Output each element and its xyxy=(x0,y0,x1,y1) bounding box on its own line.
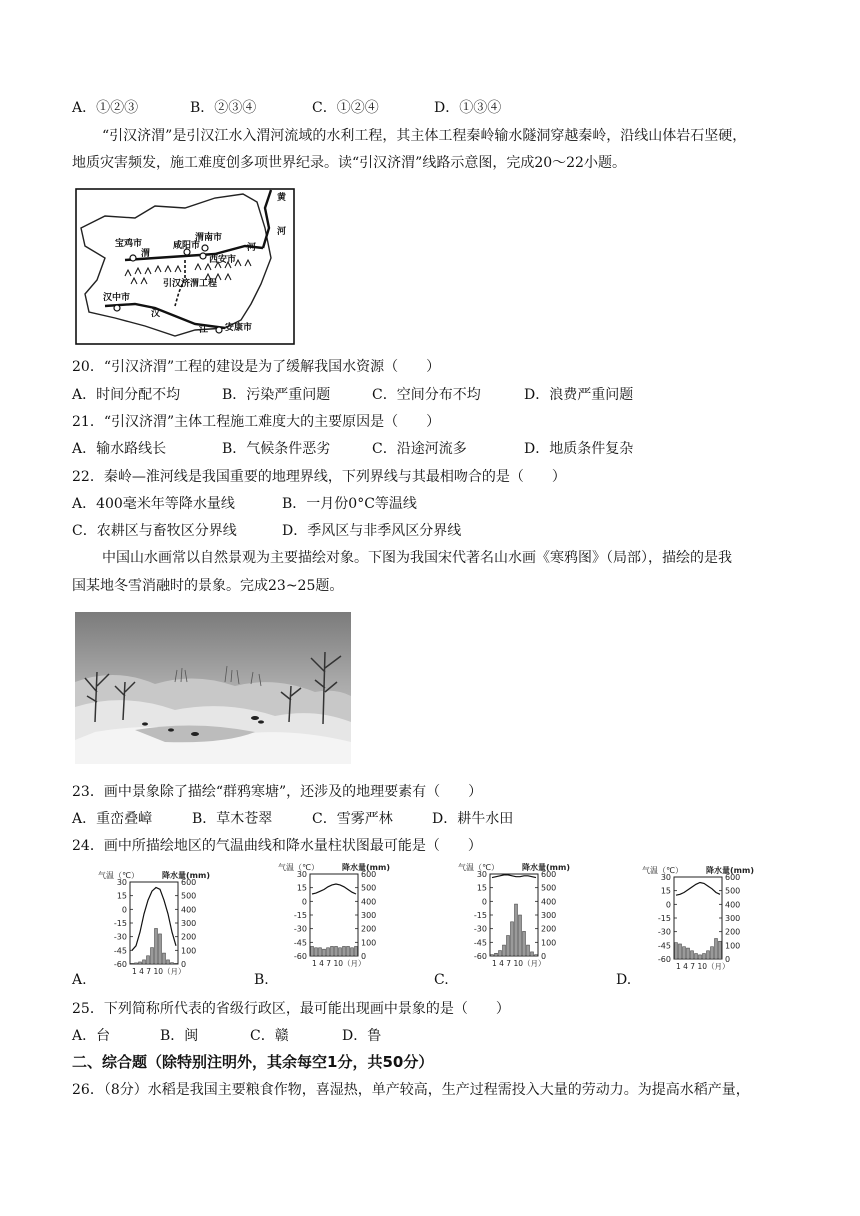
intro-23-25-line1: 中国山水画常以自然景观为主要描绘对象。下图为我国宋代著名山水画《寒鸦图》（局部），描绘的是我 xyxy=(102,550,732,566)
q20-option-d: D．浪费严重问题 xyxy=(524,387,634,403)
precip-bar xyxy=(707,951,710,959)
month-axis-label: 1 4 7 10（月） xyxy=(132,967,186,976)
intro-20-22-line1: “引汉济渭”是引汉江水入渭河流域的水利工程，其主体工程秦岭输水隧洞穿越秦岭，沿线山体岩石坚硬， xyxy=(102,128,747,144)
precip-bar xyxy=(339,948,342,956)
precip-tick-label: 400 xyxy=(181,905,197,915)
map-label-jiang: 江 xyxy=(199,325,209,335)
q22-option-a: A．400毫米年等降水量线 xyxy=(72,496,235,512)
precip-bar xyxy=(687,948,690,959)
temp-tick-label: -60 xyxy=(657,955,671,964)
precip-bar xyxy=(507,936,510,957)
climate-letter-d: D. xyxy=(616,972,632,988)
precip-axis-title: 降水量(mm) xyxy=(706,866,754,875)
temperature-line xyxy=(312,884,356,894)
precip-axis-title: 降水量(mm) xyxy=(522,863,570,872)
plot-frame xyxy=(130,882,178,964)
precip-bar xyxy=(347,946,350,956)
q23-stem: 23．画中景象除了描绘“群鸦寒塘”，还涉及的地理要素有（ ） xyxy=(72,784,483,800)
map-label-xianyang: 咸阳市 xyxy=(173,241,201,251)
temp-tick-label: 0 xyxy=(481,897,487,907)
precip-tick-label: 0 xyxy=(181,960,187,969)
precip-tick-label: 200 xyxy=(361,924,377,934)
q25-option-b: B．闽 xyxy=(160,1028,199,1044)
temp-tick-label: 15 xyxy=(116,891,127,901)
q21-option-c: C．沿途河流多 xyxy=(372,441,467,457)
q25-option-c: C．赣 xyxy=(250,1028,289,1044)
temp-tick-label: -45 xyxy=(293,938,307,948)
precip-tick-label: 0 xyxy=(361,952,367,961)
precip-bar xyxy=(675,943,678,959)
precip-tick-label: 500 xyxy=(181,891,197,901)
precip-tick-label: 0 xyxy=(541,952,547,961)
temp-tick-label: -60 xyxy=(473,952,487,961)
temp-axis-title: 气温（℃） xyxy=(278,863,319,872)
q23-option-a: A．重峦叠嶂 xyxy=(72,811,153,827)
precip-bar xyxy=(535,955,538,956)
precip-bar xyxy=(315,948,318,956)
precip-bar xyxy=(523,931,526,956)
climate-chart-a xyxy=(96,868,246,984)
temp-tick-label: -15 xyxy=(657,914,671,923)
map-label-project: 引汉济渭工程 xyxy=(163,279,218,289)
precip-tick-label: 300 xyxy=(181,919,197,928)
precip-bar xyxy=(703,954,706,959)
precip-bar xyxy=(167,960,170,964)
section2-heading: 二、综合题（除特别注明外，其余每空1分，共50分） xyxy=(72,1053,434,1071)
temp-axis-title: 气温（℃） xyxy=(642,866,683,875)
precip-tick-label: 200 xyxy=(725,927,741,937)
precip-bar xyxy=(151,948,154,964)
q19-option-c: C．①②④ xyxy=(312,100,379,116)
precip-tick-label: 300 xyxy=(725,914,741,923)
temperature-line xyxy=(676,883,720,896)
temp-tick-label: -30 xyxy=(473,924,487,934)
temp-tick-label: 15 xyxy=(476,883,487,893)
precip-bar xyxy=(343,946,346,956)
precip-tick-label: 600 xyxy=(181,878,197,887)
precip-bar xyxy=(147,956,150,964)
climate-chart-c xyxy=(456,860,606,976)
temp-tick-label: 30 xyxy=(476,870,487,879)
temp-axis-title: 气温（℃） xyxy=(98,871,139,880)
precip-tick-label: 100 xyxy=(541,938,557,948)
map-label-hanzhong: 汉中市 xyxy=(103,293,131,303)
temp-tick-label: -60 xyxy=(293,952,307,961)
temperature-line xyxy=(132,888,176,951)
temp-tick-label: 0 xyxy=(121,905,127,915)
precip-tick-label: 600 xyxy=(725,873,741,882)
temp-tick-label: -30 xyxy=(113,932,127,942)
temp-tick-label: 30 xyxy=(660,873,671,882)
precip-bar xyxy=(171,963,174,964)
precip-axis-title: 降水量(mm) xyxy=(162,871,210,880)
precip-tick-label: 500 xyxy=(725,886,741,896)
q22-option-b: B．一月份0°C等温线 xyxy=(282,496,417,512)
precip-bar xyxy=(499,951,502,956)
temp-tick-label: 15 xyxy=(660,886,671,896)
precip-bar xyxy=(351,948,354,956)
precip-tick-label: 400 xyxy=(541,897,557,907)
precip-bar xyxy=(491,955,494,956)
q24-stem: 24．画中所描绘地区的气温曲线和降水量柱状图最可能是（ ） xyxy=(72,838,482,854)
precip-bar xyxy=(715,939,718,960)
precip-tick-label: 100 xyxy=(361,938,377,948)
q19-option-a: A．①②③ xyxy=(72,100,139,116)
precip-bar xyxy=(155,928,158,964)
precip-bar xyxy=(135,963,138,964)
climate-chart-b xyxy=(276,860,426,976)
precip-bar xyxy=(139,962,142,964)
q22-option-c: C．农耕区与畜牧区分界线 xyxy=(72,523,237,539)
month-axis-label: 1 4 7 10（月） xyxy=(312,959,366,968)
precip-bar xyxy=(699,955,702,959)
precip-bar xyxy=(163,953,166,964)
hanya-painting-image xyxy=(75,612,351,764)
q21-option-b: B．气候条件恶劣 xyxy=(222,441,331,457)
precip-tick-label: 300 xyxy=(541,911,557,920)
map-label-huang: 黄 xyxy=(277,193,287,203)
precip-bar xyxy=(527,945,530,956)
yinhanjiwei-route-map xyxy=(75,188,295,345)
precip-bar xyxy=(495,953,498,956)
temp-tick-label: 15 xyxy=(296,883,307,893)
q21-option-a: A．输水路线长 xyxy=(72,441,167,457)
precip-tick-label: 100 xyxy=(725,941,741,951)
intro-23-25-line2: 国某地冬雪消融时的景象。完成23~25题。 xyxy=(72,578,344,594)
precip-bar xyxy=(327,948,330,956)
q19-option-b: B．②③④ xyxy=(190,100,257,116)
q25-option-d: D．鲁 xyxy=(342,1028,382,1044)
climate-letter-a: A. xyxy=(72,972,87,988)
precip-bar xyxy=(175,963,178,964)
q25-stem: 25．下列简称所代表的省级行政区，最可能出现画中景象的是（ ） xyxy=(72,1001,510,1017)
precip-bar xyxy=(683,947,686,959)
q19-option-d: D．①③④ xyxy=(434,100,502,116)
temperature-line xyxy=(492,875,536,878)
map-label-xian: 西安市 xyxy=(209,255,237,265)
precip-bar xyxy=(515,904,518,956)
precip-bar xyxy=(531,952,534,956)
precip-bar xyxy=(691,951,694,959)
plot-frame xyxy=(310,874,358,956)
precip-tick-label: 600 xyxy=(541,870,557,879)
precip-bar xyxy=(503,945,506,956)
precip-bar xyxy=(335,946,338,956)
precip-tick-label: 100 xyxy=(181,946,197,956)
map-label-he: 河 xyxy=(277,227,287,237)
q20-stem: 20．“引汉济渭”工程的建设是为了缓解我国水资源（ ） xyxy=(72,359,441,375)
temp-tick-label: -45 xyxy=(657,941,671,951)
precip-tick-label: 0 xyxy=(725,955,731,964)
temp-tick-label: 30 xyxy=(116,878,127,887)
precip-bar xyxy=(679,944,682,959)
temp-tick-label: 0 xyxy=(665,900,671,910)
q20-option-a: A．时间分配不均 xyxy=(72,387,181,403)
q21-stem: 21．“引汉济渭”主体工程施工难度大的主要原因是（ ） xyxy=(72,414,441,430)
temp-tick-label: -30 xyxy=(657,927,671,937)
month-axis-label: 1 4 7 10（月） xyxy=(492,959,546,968)
q25-option-a: A．台 xyxy=(72,1028,111,1044)
temp-tick-label: -60 xyxy=(113,960,127,969)
precip-bar xyxy=(719,941,722,959)
precip-tick-label: 200 xyxy=(541,924,557,934)
climate-letter-b: B. xyxy=(254,972,269,988)
q20-option-b: B．污染严重问题 xyxy=(222,387,331,403)
climate-chart-d xyxy=(640,863,790,979)
map-label-ankang: 安康市 xyxy=(225,323,253,333)
q26-text: 26．（8分）水稻是我国主要粮食作物，喜湿热，单产较高，生产过程需投入大量的劳动力。为提高水稻产量， xyxy=(72,1082,750,1098)
temp-tick-label: -15 xyxy=(113,919,127,928)
precip-bar xyxy=(511,922,514,956)
precip-bar xyxy=(355,946,358,956)
q23-option-d: D．耕牛水田 xyxy=(432,811,514,827)
q21-option-d: D．地质条件复杂 xyxy=(524,441,634,457)
precip-tick-label: 500 xyxy=(541,883,557,893)
precip-axis-title: 降水量(mm) xyxy=(342,863,390,872)
temp-tick-label: 30 xyxy=(296,870,307,879)
q23-option-b: B．草木苍翠 xyxy=(192,811,273,827)
precip-bar xyxy=(131,963,134,964)
map-label-wei: 渭 xyxy=(141,249,151,259)
q20-option-c: C．空间分布不均 xyxy=(372,387,481,403)
temp-tick-label: -45 xyxy=(113,946,127,956)
precip-bar xyxy=(519,915,522,956)
intro-20-22-line2: 地质灾害频发，施工难度创多项世界纪录。读“引汉济渭”线路示意图，完成20～22小题。 xyxy=(72,155,626,171)
q23-option-c: C．雪雾严林 xyxy=(312,811,393,827)
precip-bar xyxy=(159,934,162,964)
map-label-he2: 河 xyxy=(247,243,257,253)
map-label-weinan: 渭南市 xyxy=(195,233,223,243)
month-axis-label: 1 4 7 10（月） xyxy=(676,962,730,971)
q22-stem: 22．秦岭—淮河线是我国重要的地理界线，下列界线与其最相吻合的是（ ） xyxy=(72,469,566,485)
precip-bar xyxy=(311,946,314,956)
precip-bar xyxy=(711,947,714,959)
precip-tick-label: 600 xyxy=(361,870,377,879)
temp-axis-title: 气温（℃） xyxy=(458,863,499,872)
precip-bar xyxy=(319,948,322,956)
temp-tick-label: 0 xyxy=(301,897,307,907)
q22-option-d: D．季风区与非季风区分界线 xyxy=(282,523,462,539)
precip-tick-label: 200 xyxy=(181,932,197,942)
precip-bar xyxy=(323,949,326,956)
temp-tick-label: -45 xyxy=(473,938,487,948)
climate-letter-c: C. xyxy=(434,972,449,988)
precip-tick-label: 500 xyxy=(361,883,377,893)
precip-tick-label: 300 xyxy=(361,911,377,920)
temp-tick-label: -30 xyxy=(293,924,307,934)
precip-tick-label: 400 xyxy=(361,897,377,907)
precip-bar xyxy=(143,960,146,964)
precip-bar xyxy=(695,954,698,959)
temp-tick-label: -15 xyxy=(473,911,487,920)
map-label-baoji: 宝鸡市 xyxy=(115,239,143,249)
precip-tick-label: 400 xyxy=(725,900,741,910)
map-label-han: 汉 xyxy=(151,309,161,319)
plot-frame xyxy=(490,874,538,956)
precip-bar xyxy=(331,946,334,956)
temp-tick-label: -15 xyxy=(293,911,307,920)
